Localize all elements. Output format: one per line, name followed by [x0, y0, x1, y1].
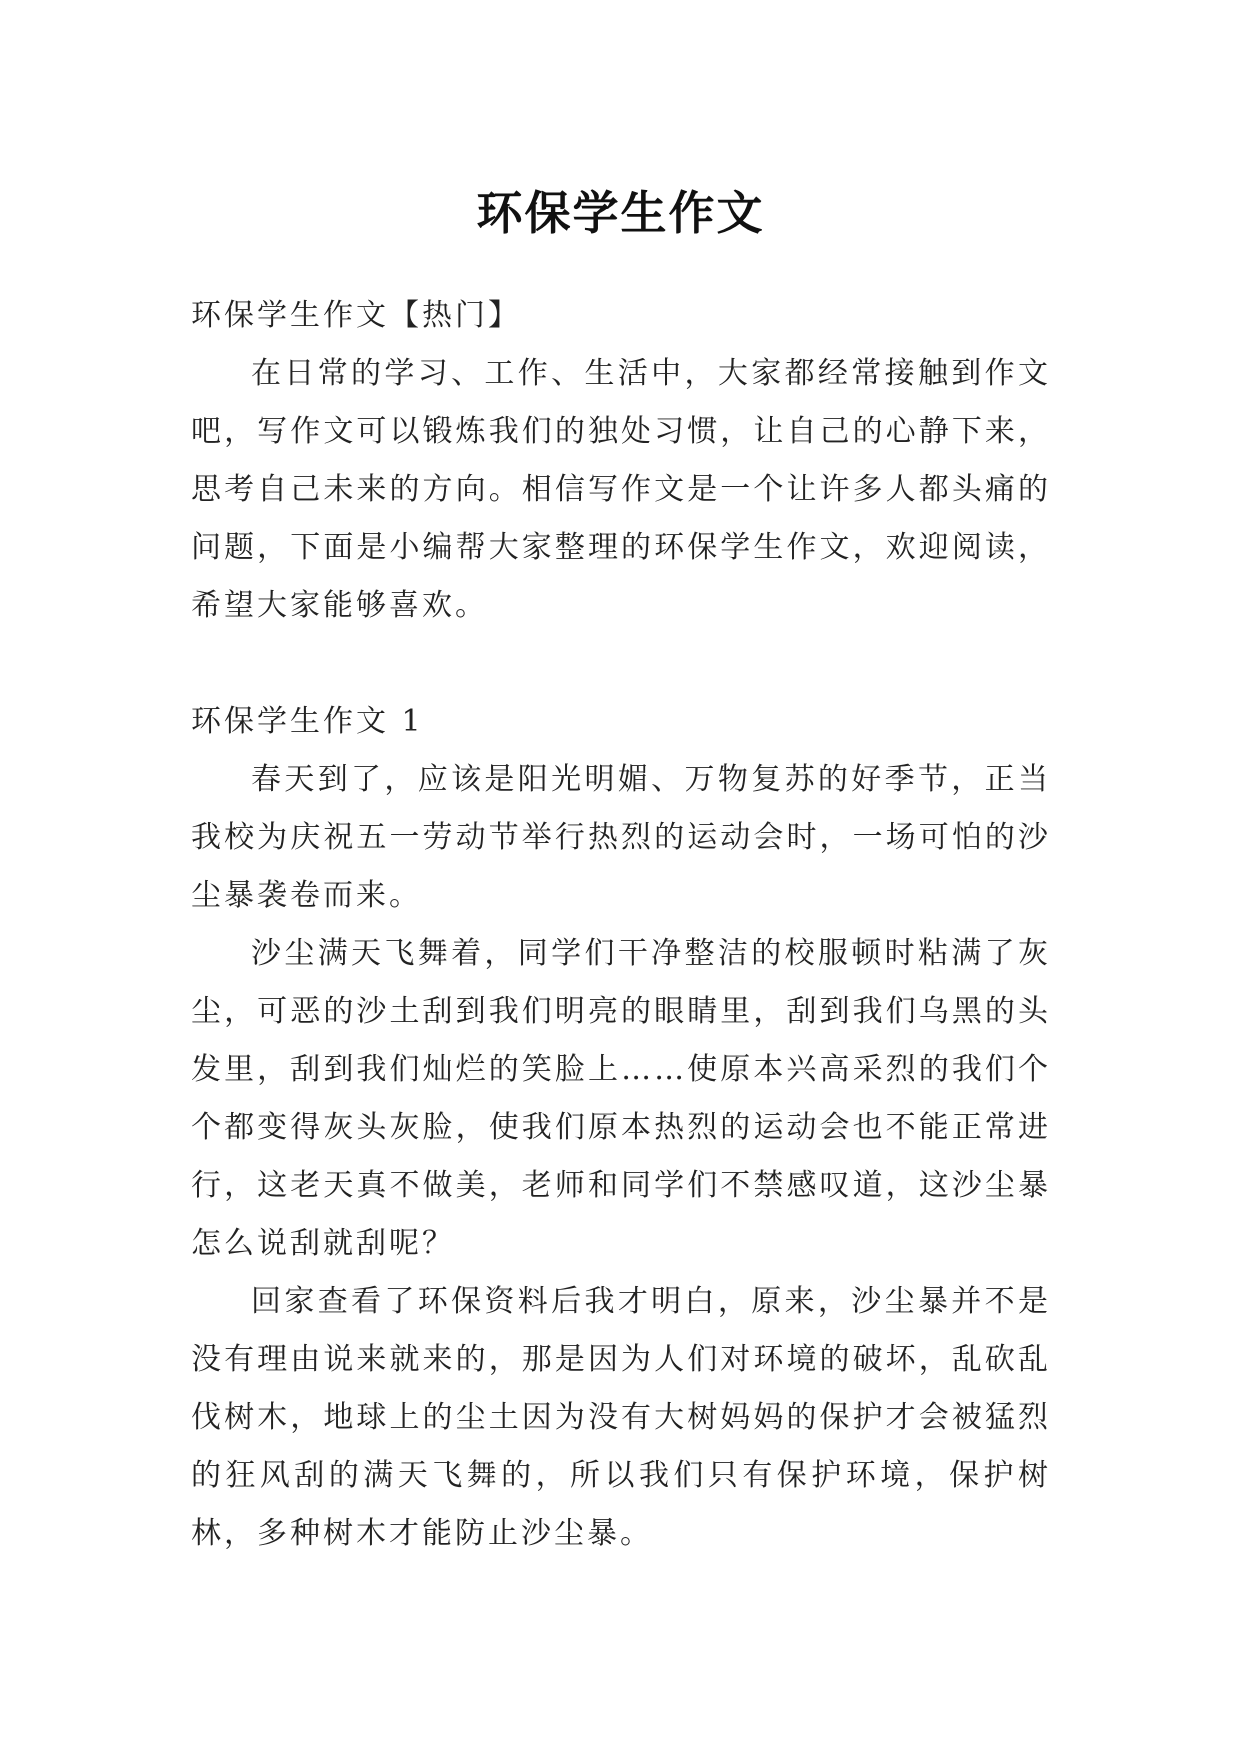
- intro-paragraph: 在日常的学习、工作、生活中，大家都经常接触到作文吧，写作文可以锻炼我们的独处习惯，让自己的心静下来，思考自己未来的方向。相信写作文是一个让许多人都头痛的问题，下面是小编帮大家整理的环保学生作文，欢迎阅读，希望大家能够喜欢。: [191, 356, 1051, 623]
- essay-1-heading: 环保学生作文 1: [191, 704, 424, 739]
- section-spacer: [191, 635, 1051, 693]
- document-body: [191, 287, 1051, 1563]
- document-title: 环保学生作文: [476, 185, 765, 240]
- intro-heading: 环保学生作文【热门】: [191, 298, 521, 333]
- essay-1-paragraph-3: 回家查看了环保资料后我才明白，原来，沙尘暴并不是没有理由说来就来的，那是因为人们对环境的破坏，乱砍乱伐树木，地球上的尘土因为没有大树妈妈的保护才会被猛烈的狂风刮的满天飞舞的，所以我们只有保护环境，保护树林，多种树木才能防止沙尘暴。: [191, 1284, 1051, 1551]
- essay-1-paragraph-2: 沙尘满天飞舞着，同学们干净整洁的校服顿时粘满了灰尘，可恶的沙土刮到我们明亮的眼睛里，刮到我们乌黑的头发里，刮到我们灿烂的笑脸上……使原本兴高采烈的我们个个都变得灰头灰脸，使我们原本热烈的运动会也不能正常进行，这老天真不做美，老师和同学们不禁感叹道，这沙尘暴怎么说刮就刮呢？: [191, 936, 1051, 1261]
- essay-1-paragraph-1: 春天到了，应该是阳光明媚、万物复苏的好季节，正当我校为庆祝五一劳动节举行热烈的运动会时，一场可怕的沙尘暴袭卷而来。: [191, 762, 1051, 913]
